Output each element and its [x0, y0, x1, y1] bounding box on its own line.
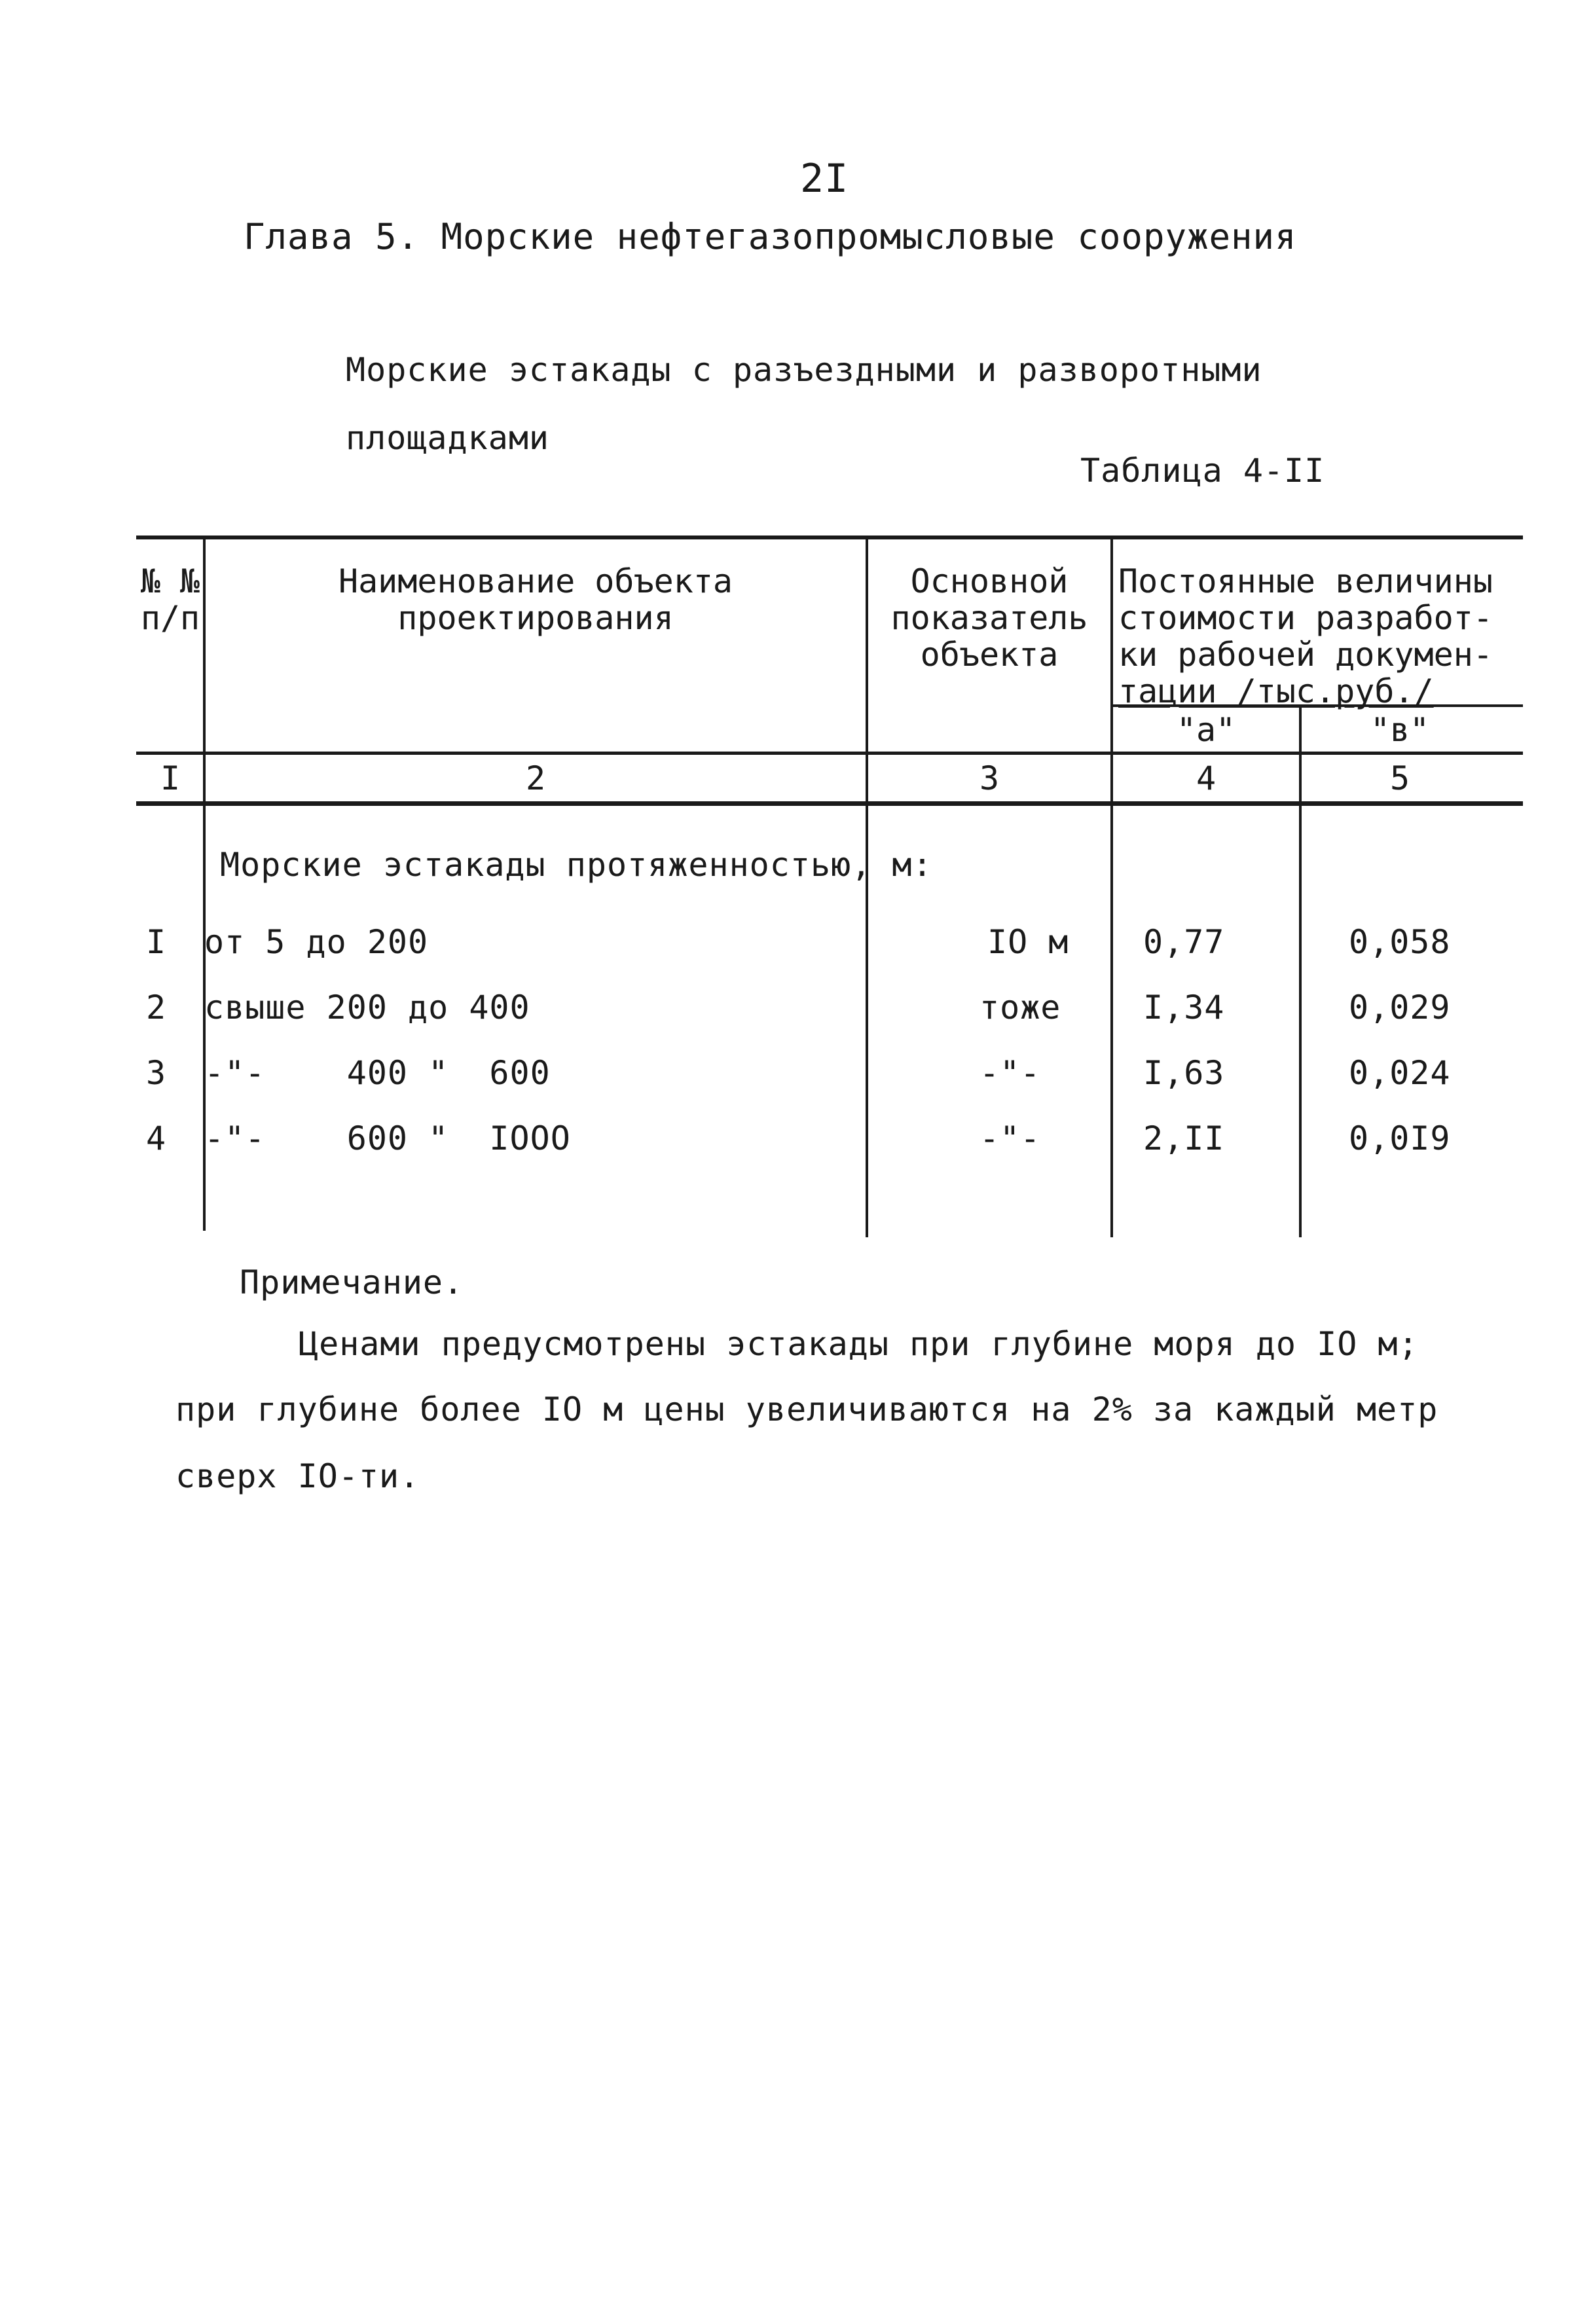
- row-1-num: I: [145, 923, 166, 961]
- row-1-name: от 5 до 200: [204, 923, 429, 961]
- row-2-a: I,34: [1143, 989, 1225, 1026]
- colnum-3: 3: [979, 759, 1000, 797]
- row-4-indicator: -"-: [979, 1119, 1041, 1157]
- header-a: "а": [1176, 711, 1236, 749]
- column-numbers-rule: [136, 801, 1523, 806]
- header-num-line2: п/п: [140, 599, 200, 637]
- row-1-b: 0,058: [1349, 923, 1451, 961]
- note-line-2: при глубине более IO м цены увеличиваются на 2% за каждый метр: [175, 1390, 1438, 1428]
- row-3-num: 3: [145, 1054, 166, 1092]
- note-line-1: Ценами предусмотрены эстакады при глубине моря до IO м;: [299, 1325, 1419, 1363]
- table-number: Таблица 4-II: [1080, 452, 1325, 490]
- colnum-2: 2: [525, 759, 546, 797]
- header-constants-line2: стоимости разработ-: [1118, 599, 1493, 637]
- colnum-5: 5: [1389, 759, 1410, 797]
- note-line-3: сверх IO-ти.: [175, 1457, 420, 1495]
- colnum-4: 4: [1196, 759, 1217, 797]
- row-1-a: 0,77: [1143, 923, 1225, 961]
- row-2-indicator: тоже: [979, 989, 1061, 1026]
- table-top-rule: [136, 536, 1523, 539]
- colnum-1: I: [160, 759, 181, 797]
- row-4-b: 0,0I9: [1349, 1119, 1451, 1157]
- row-2-b: 0,029: [1349, 989, 1451, 1026]
- row-3-b: 0,024: [1349, 1054, 1451, 1092]
- header-constants-line1: Постоянные величины: [1118, 562, 1493, 600]
- table-caption-line1: Морские эстакады с разъездными и разворотными: [346, 351, 1262, 389]
- row-3-a: I,63: [1143, 1054, 1225, 1092]
- header-name-line1: Наименование объекта: [338, 562, 733, 600]
- header-indicator-line3: объекта: [920, 636, 1059, 674]
- header-constants-line4: тации /тыс.руб./: [1118, 672, 1434, 710]
- note-title: Примечание.: [240, 1263, 464, 1301]
- table-caption-line2: площадками: [346, 419, 550, 457]
- page-number: 2I: [800, 156, 849, 202]
- header-bottom-rule: [136, 752, 1523, 755]
- header-num-line1: № №: [140, 562, 200, 600]
- row-3-name: -"- 400 " 600: [204, 1054, 551, 1092]
- col-divider-3: [1110, 537, 1113, 1237]
- header-name: [206, 563, 866, 636]
- row-2-num: 2: [145, 989, 166, 1026]
- group-title: Морские эстакады протяженностью, м:: [220, 846, 933, 884]
- header-b: "в": [1370, 711, 1430, 749]
- row-4-a: 2,II: [1143, 1119, 1225, 1157]
- header-indicator-line2: показатель: [890, 599, 1088, 637]
- row-4-num: 4: [145, 1119, 166, 1157]
- row-3-indicator: -"-: [979, 1054, 1041, 1092]
- header-indicator: [868, 563, 1110, 673]
- row-4-name: -"- 600 " IOOO: [204, 1119, 571, 1157]
- chapter-title: Глава 5. Морские нефтегазопромысловые сооружения: [244, 216, 1297, 257]
- row-2-name: свыше 200 до 400: [204, 989, 530, 1026]
- header-name-line2: проектирования: [397, 599, 674, 637]
- row-1-indicator: IO м: [987, 923, 1069, 961]
- header-constants: [1118, 563, 1524, 710]
- header-num: [136, 563, 204, 636]
- header-indicator-line1: Основной: [910, 562, 1069, 600]
- header-constants-line3: ки рабочей докумен-: [1118, 636, 1493, 674]
